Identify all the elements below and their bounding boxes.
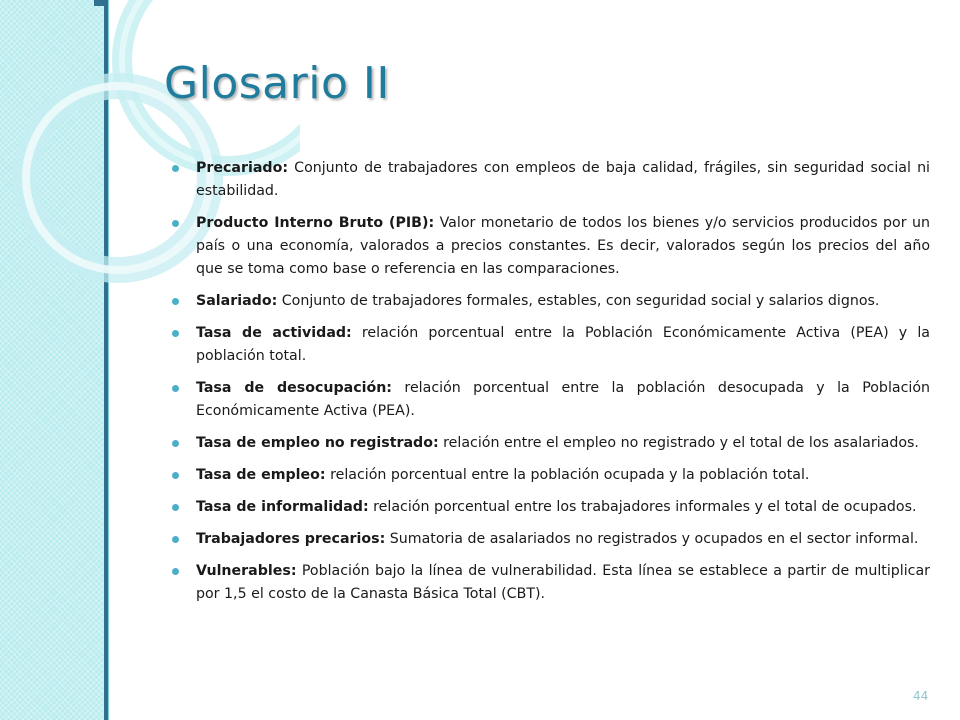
bullet-icon — [172, 165, 179, 172]
bullet-icon — [172, 220, 179, 227]
glossary-term: Salariado: — [196, 293, 278, 309]
glossary-definition: relación porcentual entre la Población Económicamente Activa (PEA) y la población total. — [196, 325, 930, 364]
glossary-entry — [172, 560, 930, 606]
bullet-icon — [172, 440, 179, 447]
glossary-entry — [172, 212, 930, 281]
glossary-definition: Conjunto de trabajadores formales, estables, con seguridad social y salarios dignos. — [277, 293, 880, 309]
glossary-term: Producto Interno Bruto (PIB): — [196, 215, 435, 231]
glossary-definition: relación porcentual entre los trabajadores informales y el total de ocupados. — [368, 499, 917, 515]
glossary-entry — [172, 322, 930, 368]
glossary-definition: Valor monetario de todos los bienes y/o servicios producidos por un país o una economía, valorados a precios constantes. Es decir, valorados según los precios del año que se toma como base o referencia en las comparaciones. — [196, 215, 930, 277]
bullet-icon — [172, 504, 179, 511]
bullet-icon — [172, 385, 179, 392]
glossary-entry — [172, 528, 930, 551]
bullet-icon — [172, 568, 179, 575]
side-band-border — [104, 0, 108, 720]
glossary-definition: relación porcentual entre la población ocupada y la población total. — [325, 467, 810, 483]
glossary-entry — [172, 496, 930, 519]
glossary-term: Tasa de informalidad: — [196, 499, 369, 515]
slide-title: Glosario II — [164, 58, 390, 109]
bullet-icon — [172, 536, 179, 543]
glossary-definition: Sumatoria de asalariados no registrados y ocupados en el sector informal. — [385, 531, 919, 547]
glossary-term: Vulnerables: — [196, 563, 297, 579]
glossary-term: Tasa de empleo no registrado: — [196, 435, 439, 451]
side-band-top-accent — [94, 0, 108, 6]
glossary-term: Precariado: — [196, 160, 289, 176]
bullet-icon — [172, 330, 179, 337]
bullet-icon — [172, 298, 179, 305]
glossary-term: Tasa de actividad: — [196, 325, 352, 341]
glossary-term: Trabajadores precarios: — [196, 531, 386, 547]
glossary-term: Tasa de desocupación: — [196, 380, 392, 396]
glossary-definition: relación porcentual entre la población desocupada y la Población Económicamente Activa (PEA). — [196, 380, 930, 419]
glossary-definition: relación entre el empleo no registrado y el total de los asalariados. — [438, 435, 919, 451]
glossary-entry — [172, 157, 930, 203]
glossary-list — [172, 157, 930, 615]
decorative-side-band — [0, 0, 109, 720]
glossary-entry — [172, 377, 930, 423]
glossary-entry — [172, 432, 930, 455]
glossary-definition: Conjunto de trabajadores con empleos de baja calidad, frágiles, sin seguridad social ni estabilidad. — [196, 160, 930, 199]
page-number: 44 — [913, 689, 929, 703]
glossary-term: Tasa de empleo: — [196, 467, 326, 483]
glossary-entry — [172, 464, 930, 487]
glossary-definition: Población bajo la línea de vulnerabilidad. Esta línea se establece a partir de multiplicar por 1,5 el costo de la Canasta Básica Total (CBT). — [196, 563, 930, 602]
bullet-icon — [172, 472, 179, 479]
glossary-entry — [172, 290, 930, 313]
